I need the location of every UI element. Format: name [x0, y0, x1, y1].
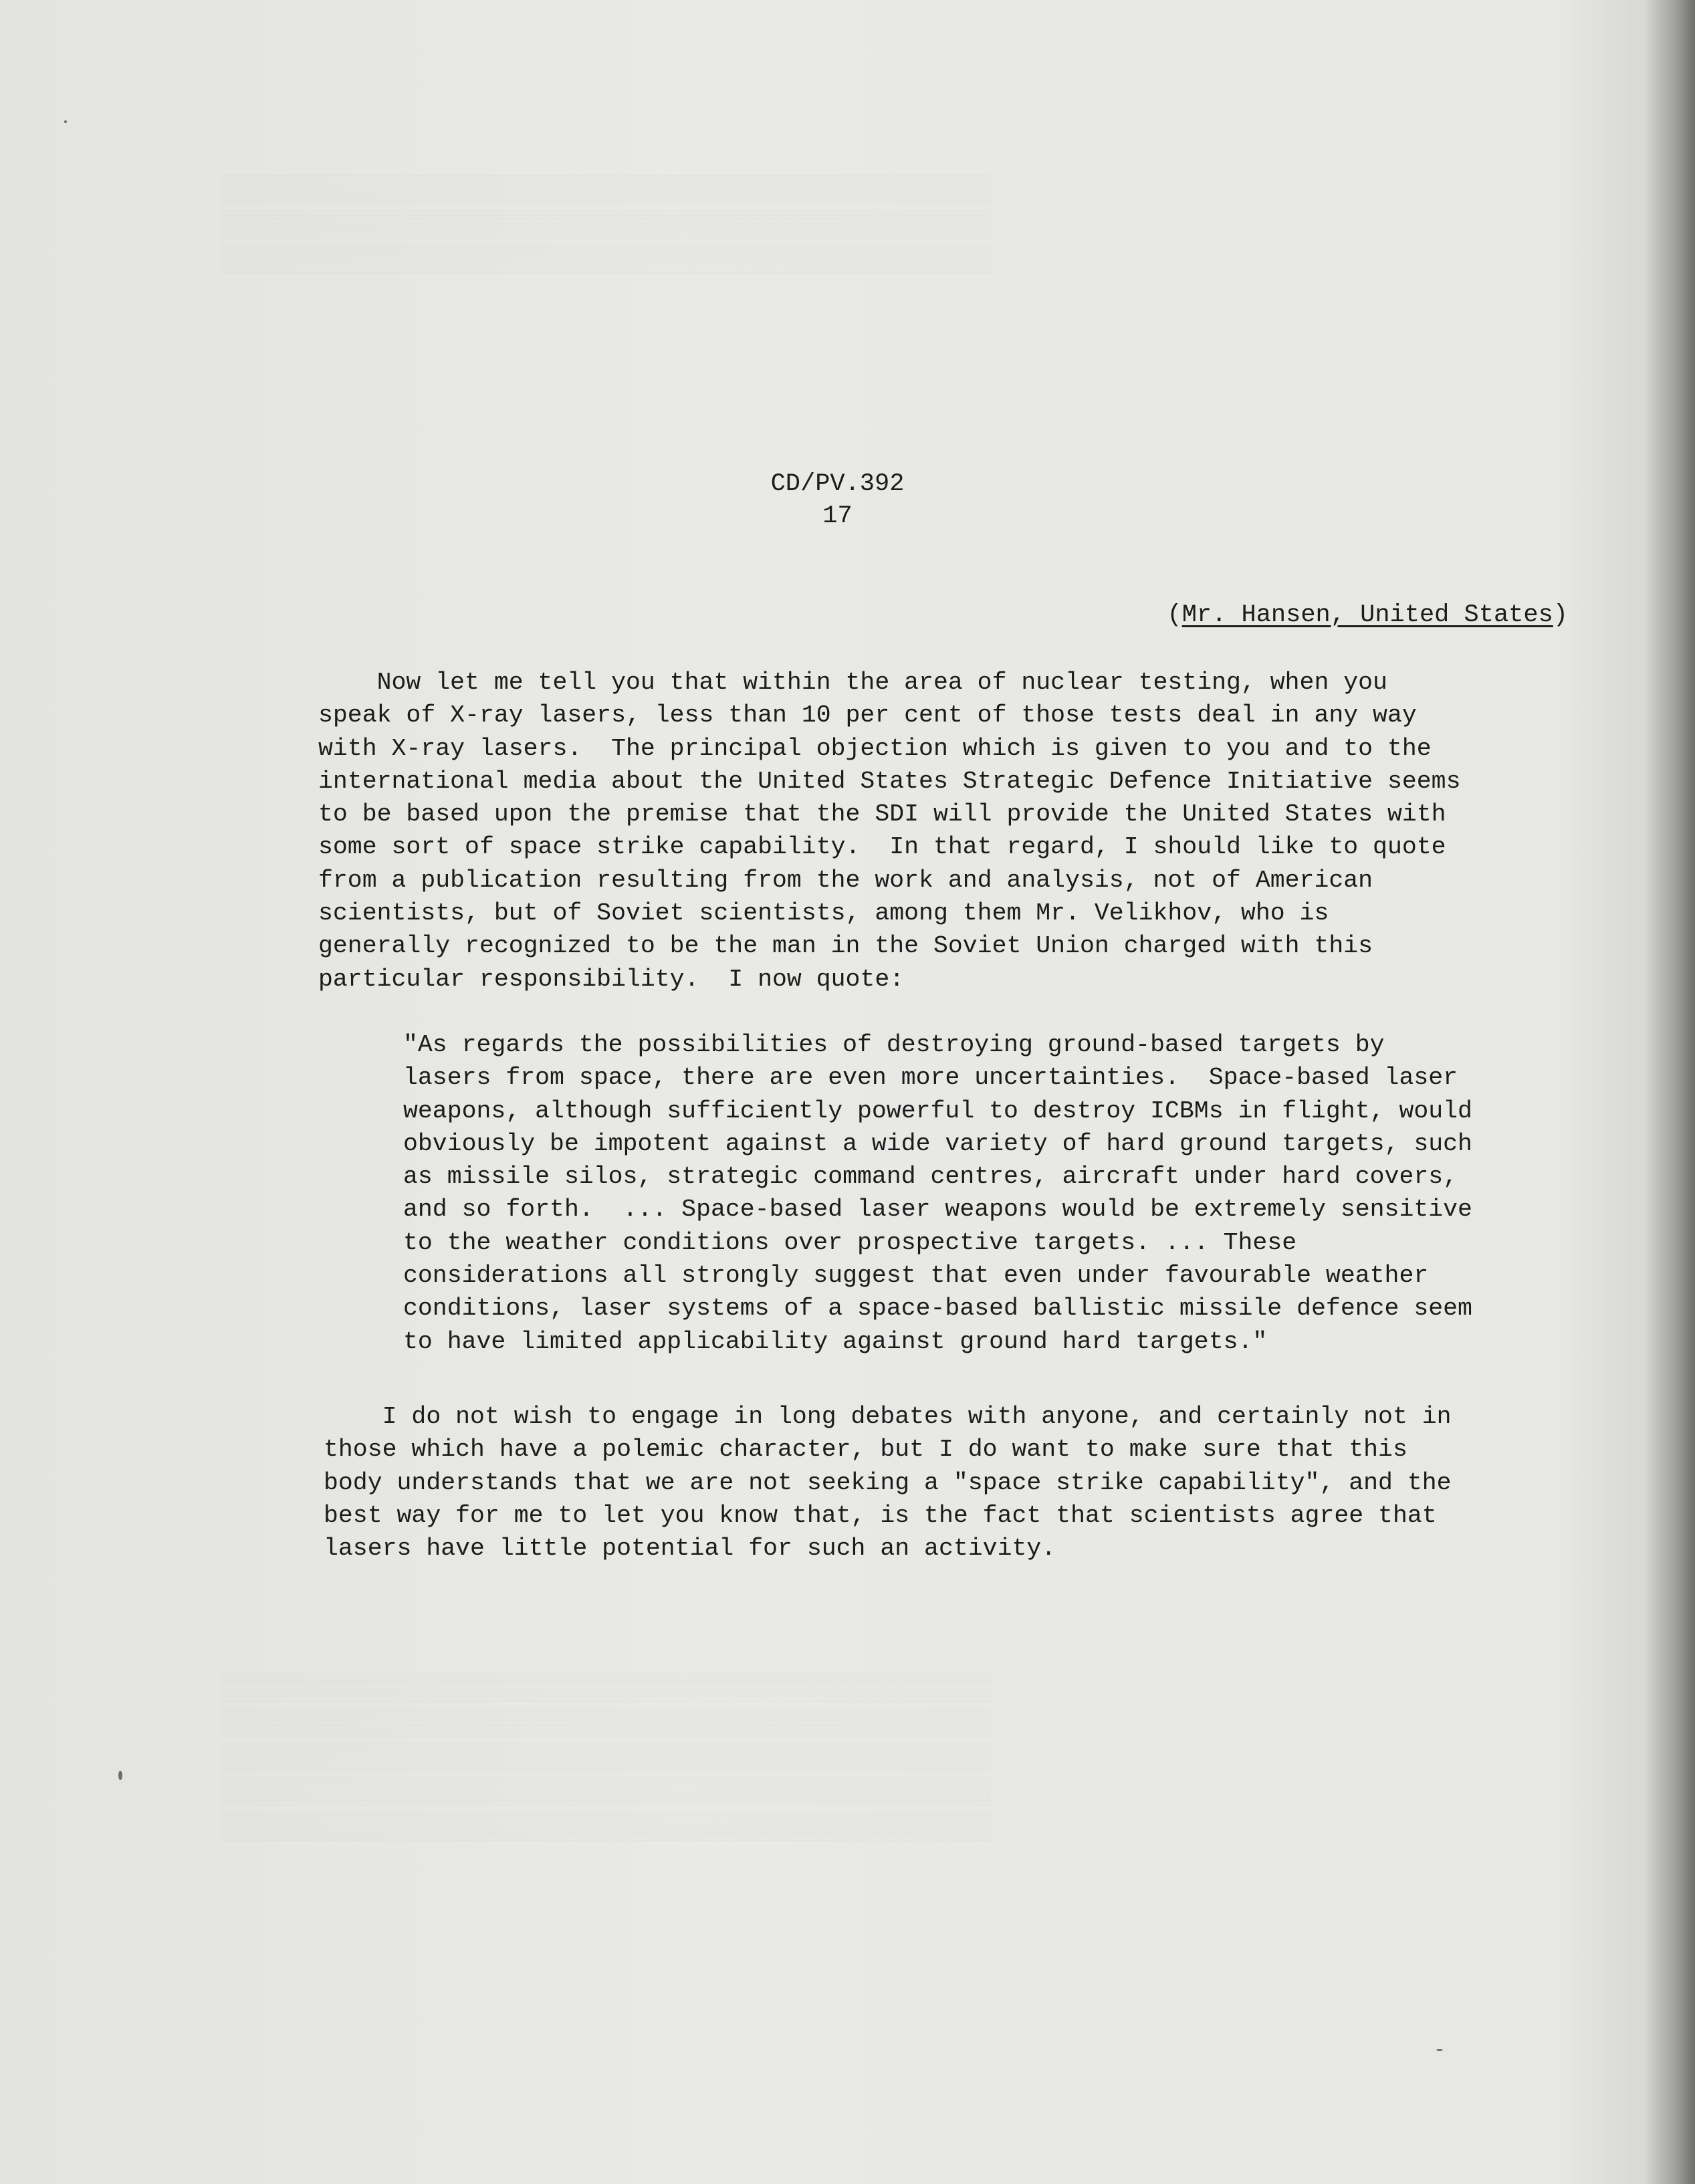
text-line: lasers have little potential for such an activity.: [324, 1535, 1056, 1563]
text-line: I do not wish to engage in long debates with anyone, and certainly not in: [324, 1403, 1452, 1430]
paper-speck: [1436, 2049, 1443, 2051]
text-line: with X-ray lasers. The principal objection which is given to you and to the: [318, 734, 1432, 762]
document-symbol: CD/PV.392: [770, 470, 905, 498]
text-line: and so forth. ... Space-based laser weapons would be extremely sensitive: [403, 1196, 1472, 1224]
speaker-attribution: [1167, 599, 1568, 631]
text-line: conditions, laser systems of a space-based ballistic missile defence seem: [403, 1295, 1472, 1323]
speaker-name: Mr. Hansen, United States: [1181, 601, 1553, 629]
text-line: to have limited applicability against ground hard targets.": [403, 1327, 1268, 1355]
paper-speck: [118, 1771, 122, 1780]
text-line: generally recognized to be the man in the Soviet Union charged with this: [318, 932, 1373, 960]
text-line: scientists, but of Soviet scientists, among them Mr. Velikhov, who is: [318, 899, 1329, 927]
page-number: 17: [822, 502, 853, 530]
text-line: body understands that we are not seeking a "space strike capability", and the: [324, 1468, 1452, 1497]
text-line: obviously be impotent against a wide variety of hard ground targets, such: [403, 1129, 1472, 1158]
text-line: some sort of space strike capability. In that regard, I should like to quote: [318, 833, 1446, 861]
text-line: best way for me to let you know that, is the fact that scientists agree that: [324, 1501, 1437, 1529]
text-line: weapons, although sufficiently powerful to destroy ICBMs in flight, would: [403, 1097, 1472, 1125]
text-line: "As regards the possibilities of destroying ground-based targets by: [403, 1031, 1385, 1059]
text-line: to be based upon the premise that the SDI will provide the United States with: [318, 800, 1446, 829]
text-line: those which have a polemic character, but I do want to make sure that this: [324, 1436, 1407, 1464]
text-line: particular responsibility. I now quote:: [318, 965, 905, 993]
text-line: Now let me tell you that within the area of nuclear testing, when you: [318, 669, 1387, 696]
text-line: from a publication resulting from the work and analysis, not of American: [318, 866, 1373, 894]
text-line: to the weather conditions over prospective targets. ... These: [403, 1228, 1297, 1257]
text-line: considerations all strongly suggest that even under favourable weather: [403, 1262, 1429, 1290]
speaker-close-paren: ): [1553, 601, 1568, 629]
show-through-text: ▒▒▒▒▒▒▒▒▒▒▒▒▒▒▒▒▒▒▒▒▒▒▒▒▒▒▒▒▒▒▒▒▒▒▒▒▒▒▒▒▒▒▒▒▒▒▒▒ ▒▒▒▒▒▒▒▒▒▒▒▒▒▒▒▒▒▒▒▒▒▒▒▒▒▒▒▒▒▒▒▒▒▒▒▒▒▒▒▒▒▒▒▒▒▒▒▒ ▒▒▒▒▒▒▒▒▒▒▒▒▒▒▒▒▒▒▒▒▒▒▒▒▒▒▒▒▒▒▒▒▒▒▒▒▒▒▒▒▒▒▒▒▒▒▒▒ ▒▒▒▒▒▒▒▒▒▒▒▒▒▒▒▒▒▒▒▒▒▒▒▒▒▒▒▒▒▒▒▒▒▒▒▒▒▒▒▒▒▒▒▒▒▒▒▒ ▒▒▒▒▒▒▒▒▒▒▒▒▒▒▒▒▒▒▒▒▒▒▒▒▒▒▒▒▒▒▒▒▒▒▒▒▒▒▒▒▒▒▒▒▒▒▒▒: [221, 1674, 992, 1843]
text-line: as missile silos, strategic command centres, aircraft under hard covers,: [403, 1163, 1458, 1191]
speaker-open-paren: (: [1167, 601, 1182, 629]
opening-paragraph: [318, 666, 1460, 996]
text-line: speak of X-ray lasers, less than 10 per cent of those tests deal in any way: [318, 701, 1417, 730]
closing-paragraph: [324, 1400, 1452, 1565]
text-line: lasers from space, there are even more uncertainties. Space-based laser: [403, 1064, 1458, 1092]
block-quote: [403, 1028, 1472, 1358]
paper-speck: [64, 120, 67, 123]
show-through-text: ▒▒▒▒▒▒▒▒▒▒▒▒▒▒▒▒▒▒▒▒▒▒▒▒▒▒▒▒▒▒▒▒▒▒▒▒▒▒▒▒▒▒▒▒▒▒▒▒ ▒▒▒▒▒▒▒▒▒▒▒▒▒▒▒▒▒▒▒▒▒▒▒▒▒▒▒▒▒▒▒▒▒▒▒▒▒▒▒▒▒▒▒▒▒▒▒▒ ▒▒▒▒▒▒▒▒▒▒▒▒▒▒▒▒▒▒▒▒▒▒▒▒▒▒▒▒▒▒▒▒▒▒▒▒▒▒▒▒▒▒▒▒▒▒▒▒: [221, 176, 992, 276]
text-line: international media about the United States Strategic Defence Initiative seems: [318, 767, 1461, 795]
